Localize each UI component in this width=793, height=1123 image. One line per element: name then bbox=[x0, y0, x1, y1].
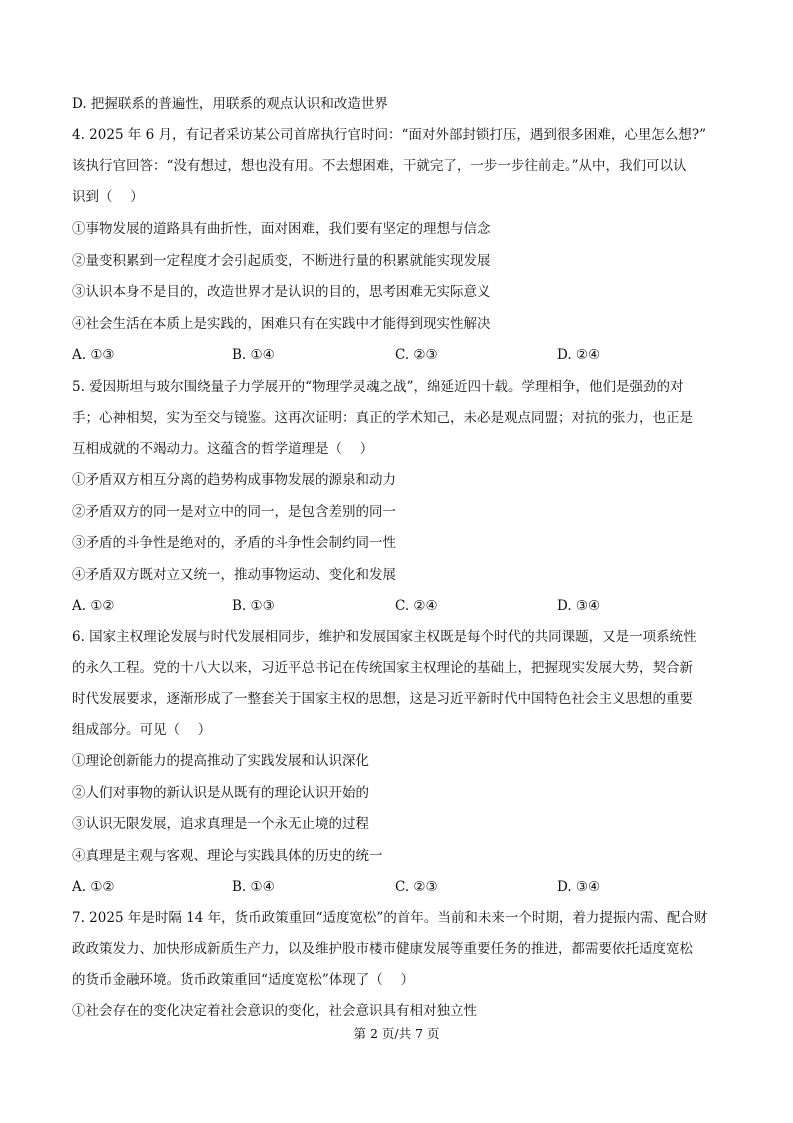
question-6-item-2: ②人们对事物的新认识是从既有的理论认识开始的 bbox=[72, 785, 369, 801]
question-4-item-4: ④社会生活在本质上是实践的，困难只有在实践中才能得到现实性解决 bbox=[72, 316, 491, 332]
stem-line: 组成部分。可见（ ） bbox=[72, 722, 212, 738]
question-4-item-2: ②量变积累到一定程度才会引起质变，不断进行量的积累就能实现发展 bbox=[72, 253, 491, 269]
question-4-item-3: ③认识本身不是目的，改造世界才是认识的目的，思考困难无实际意义 bbox=[72, 284, 491, 300]
question-5-item-4: ④矛盾双方既对立又统一，推动事物运动、变化和发展 bbox=[72, 567, 396, 583]
question-5-stem bbox=[72, 372, 722, 465]
question-5-item-2: ②矛盾双方的同一是对立中的同一，是包含差别的同一 bbox=[72, 504, 396, 520]
question-4-stem bbox=[72, 120, 722, 213]
stem-line: 的永久工程。党的十八大以来，习近平总书记在传统国家主权理论的基础上，把握现实发展大势，契合新 bbox=[72, 660, 693, 676]
question-4-option-d: D. ②④ bbox=[557, 347, 601, 363]
question-6-stem bbox=[72, 622, 722, 746]
question-6-option-b: B. ①④ bbox=[232, 879, 275, 895]
stem-line: 5. 爱因斯坦与玻尔围绕量子力学展开的“物理学灵魂之战”，绵延近四十载。学理相争，他们是强劲的对 bbox=[72, 379, 684, 395]
page-number-footer: 第 2 页/共 7 页 bbox=[353, 1026, 440, 1041]
question-7-stem bbox=[72, 903, 722, 996]
question-6-option-a: A. ①② bbox=[72, 879, 115, 895]
question-5-option-d: D. ③④ bbox=[557, 598, 601, 614]
question-5-item-1: ①矛盾双方相互分离的趋势构成事物发展的源泉和动力 bbox=[72, 472, 396, 488]
stem-line: 7. 2025 年是时隔 14 年，货币政策重回“适度宽松”的首年。当前和未来一个时期，着力提振内需、配合财 bbox=[72, 910, 708, 926]
question-6-option-c: C. ②③ bbox=[395, 879, 438, 895]
question-4-option-b: B. ①④ bbox=[232, 347, 275, 363]
stem-line: 该执行官回答：“没有想过，想也没有用。不去想困难，干就完了，一步一步往前走。”从中，我们可以认 bbox=[72, 158, 687, 174]
question-4-option-c: C. ②③ bbox=[395, 347, 438, 363]
stem-line: 手；心神相契，实为至交与镜鉴。这再次证明：真正的学术知己，未必是观点同盟；对抗的张力，也正是 bbox=[72, 410, 693, 426]
stem-line: 4. 2025 年 6 月，有记者采访某公司首席执行官时问：“面对外部封锁打压，遇到很多困难，心里怎么想?” bbox=[72, 127, 707, 143]
question-6-item-1: ①理论创新能力的提高推动了实践发展和认识深化 bbox=[72, 753, 369, 769]
question-6-item-4: ④真理是主观与客观、理论与实践具体的历史的统一 bbox=[72, 848, 383, 864]
stem-line: 的货币金融环境。货币政策重回“适度宽松”体现了（ ） bbox=[72, 972, 415, 988]
stem-line: 6. 国家主权理论发展与时代发展相同步，维护和发展国家主权既是每个时代的共同课题，又是一项系统性 bbox=[72, 629, 697, 645]
stem-line: 互相成就的不竭动力。这蕴含的哲学道理是（ ） bbox=[72, 441, 374, 457]
q3-option-d: D. 把握联系的普遍性，用联系的观点认识和改造世界 bbox=[72, 96, 388, 112]
question-7-item-1: ①社会存在的变化决定着社会意识的变化，社会意识具有相对独立性 bbox=[72, 1003, 477, 1019]
question-6-item-3: ③认识无限发展，追求真理是一个永无止境的过程 bbox=[72, 816, 369, 832]
question-6-option-d: D. ③④ bbox=[557, 879, 601, 895]
question-5-option-b: B. ①③ bbox=[232, 598, 275, 614]
question-5-option-a: A. ①② bbox=[72, 598, 115, 614]
question-5-option-c: C. ②④ bbox=[395, 598, 438, 614]
question-4-item-1: ①事物发展的道路具有曲折性，面对困难，我们要有坚定的理想与信念 bbox=[72, 221, 491, 237]
stem-line: 时代发展要求，逐渐形成了一整套关于国家主权的思想，这是习近平新时代中国特色社会主义思想的重要 bbox=[72, 691, 693, 707]
question-4-option-a: A. ①③ bbox=[72, 347, 115, 363]
question-5-item-3: ③矛盾的斗争性是绝对的，矛盾的斗争性会制约同一性 bbox=[72, 535, 396, 551]
stem-line: 政政策发力、加快形成新质生产力，以及维护股市楼市健康发展等重要任务的推进，都需要依托适度宽松 bbox=[72, 941, 693, 957]
stem-line: 识到（ ） bbox=[72, 189, 144, 205]
